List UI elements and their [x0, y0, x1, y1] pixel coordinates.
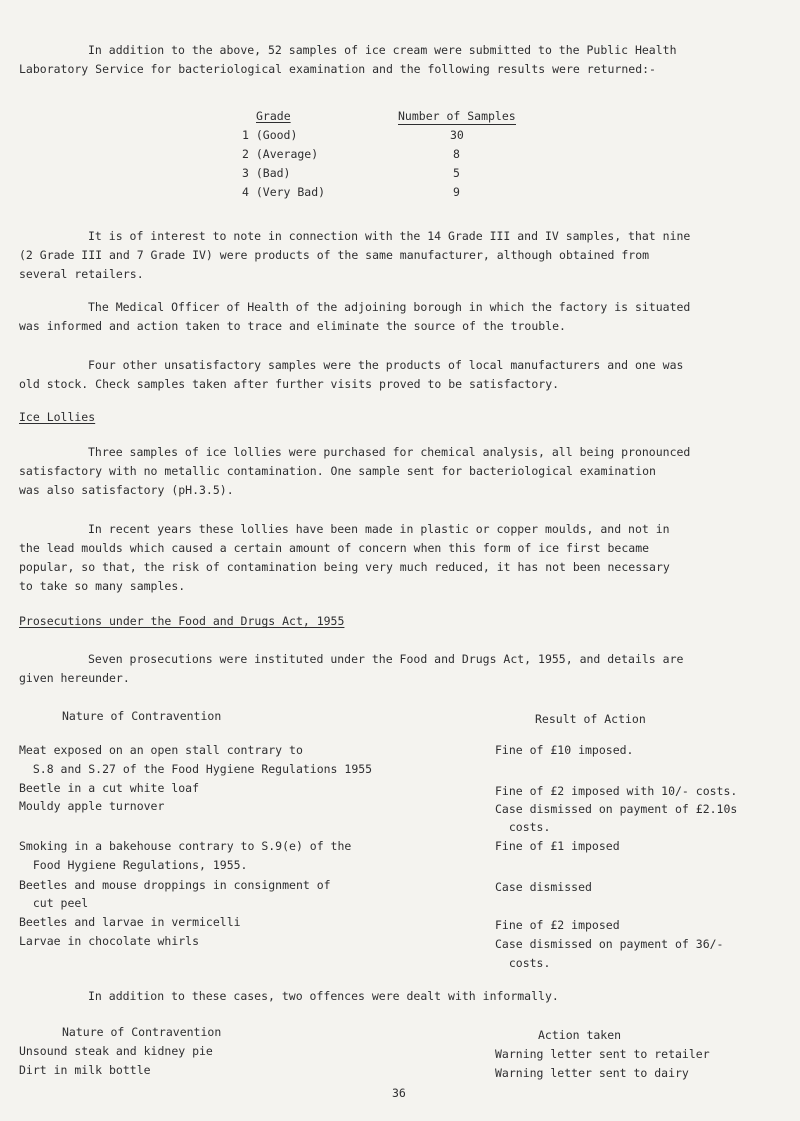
lollies-p1-line-1: Three samples of ice lollies were purchased for chemical analysis, all being pronounced [88, 445, 691, 459]
case-3-nature: Mouldy apple turnover [19, 799, 165, 813]
count-row-1: 30 [450, 128, 464, 142]
count-row-3: 5 [453, 166, 460, 180]
count-row-2: 8 [453, 147, 460, 161]
case-1-nature-line-1: Meat exposed on an open stall contrary to [19, 743, 303, 757]
lollies-p1-line-2: satisfactory with no metallic contamination. One sample sent for bacteriological examination [19, 464, 656, 478]
case-5-result: Case dismissed [495, 880, 592, 894]
grade-header: Grade [256, 109, 291, 123]
intro-line-2: Laboratory Service for bacteriological examination and the following results were returned:- [19, 62, 656, 76]
interest-line-2: (2 Grade III and 7 Grade IV) were products of the same manufacturer, although obtained from [19, 248, 650, 262]
nature-column-header: Nature of Contravention [62, 709, 222, 723]
informal-action-header: Action taken [538, 1028, 622, 1042]
case-3-result-line-2: costs. [495, 820, 551, 834]
four-line-2: old stock. Check samples taken after further visits proved to be satisfactory. [19, 377, 560, 391]
informal-intro: In addition to these cases, two offences were dealt with informally. [88, 989, 559, 1003]
case-3-result-line-1: Case dismissed on payment of £2.10s [495, 802, 738, 816]
medical-line-1: The Medical Officer of Health of the adjoining borough in which the factory is situated [88, 300, 691, 314]
case-1-result: Fine of £10 imposed. [495, 743, 634, 757]
informal-nature-header: Nature of Contravention [62, 1025, 222, 1039]
grade-row-3: 3 (Bad) [242, 166, 291, 180]
case-4-nature-line-1: Smoking in a bakehouse contrary to S.9(e) of the [19, 839, 352, 853]
count-row-4: 9 [453, 185, 460, 199]
four-line-1: Four other unsatisfactory samples were the products of local manufacturers and one was [88, 358, 684, 372]
count-header-wrap [398, 108, 516, 125]
case-7-nature: Larvae in chocolate whirls [19, 934, 200, 948]
informal-row-1-nature: Unsound steak and kidney pie [19, 1044, 213, 1058]
grade-row-4: 4 (Very Bad) [242, 185, 326, 199]
grade-row-2: 2 (Average) [242, 147, 319, 161]
lollies-p2-line-1: In recent years these lollies have been made in plastic or copper moulds, and not in [88, 522, 670, 536]
lollies-p2-line-4: to take so many samples. [19, 579, 186, 593]
lollies-p2-line-2: the lead moulds which caused a certain amount of concern when this form of ice first became [19, 541, 650, 555]
case-6-result: Fine of £2 imposed [495, 918, 620, 932]
informal-row-2-action: Warning letter sent to dairy [495, 1066, 689, 1080]
case-4-nature-line-2: Food Hygiene Regulations, 1955. [19, 858, 248, 872]
intro-line-1: In addition to the above, 52 samples of ice cream were submitted to the Public Health [88, 43, 677, 57]
count-header: Number of Samples [398, 109, 516, 123]
case-5-nature-line-1: Beetles and mouse droppings in consignment of [19, 878, 331, 892]
case-2-nature: Beetle in a cut white loaf [19, 781, 200, 795]
informal-row-1-action: Warning letter sent to retailer [495, 1047, 710, 1061]
case-6-nature: Beetles and larvae in vermicelli [19, 915, 241, 929]
result-column-header: Result of Action [535, 712, 646, 726]
medical-line-2: was informed and action taken to trace and eliminate the source of the trouble. [19, 319, 566, 333]
page-number: 36 [392, 1086, 406, 1100]
lollies-p2-line-3: popular, so that, the risk of contamination being very much reduced, it has not been necessary [19, 560, 670, 574]
informal-row-2-nature: Dirt in milk bottle [19, 1063, 151, 1077]
prosecutions-intro-line-1: Seven prosecutions were instituted under the Food and Drugs Act, 1955, and details are [88, 652, 684, 666]
case-1-nature-line-2: S.8 and S.27 of the Food Hygiene Regulations 1955 [19, 762, 373, 776]
interest-line-1: It is of interest to note in connection with the 14 Grade III and IV samples, that nine [88, 229, 691, 243]
prosecutions-heading: Prosecutions under the Food and Drugs Act, 1955 [19, 614, 345, 628]
case-7-result-line-1: Case dismissed on payment of 36/- [495, 937, 724, 951]
ice-lollies-heading: Ice Lollies [19, 410, 96, 424]
interest-line-3: several retailers. [19, 267, 144, 281]
lollies-p1-line-3: was also satisfactory (pH.3.5). [19, 483, 234, 497]
case-4-result: Fine of £1 imposed [495, 839, 620, 853]
prosecutions-intro-line-2: given hereunder. [19, 671, 130, 685]
case-5-nature-line-2: cut peel [19, 896, 89, 910]
case-7-result-line-2: costs. [495, 956, 551, 970]
grade-row-1: 1 (Good) [242, 128, 298, 142]
case-2-result: Fine of £2 imposed with 10/- costs. [495, 784, 738, 798]
